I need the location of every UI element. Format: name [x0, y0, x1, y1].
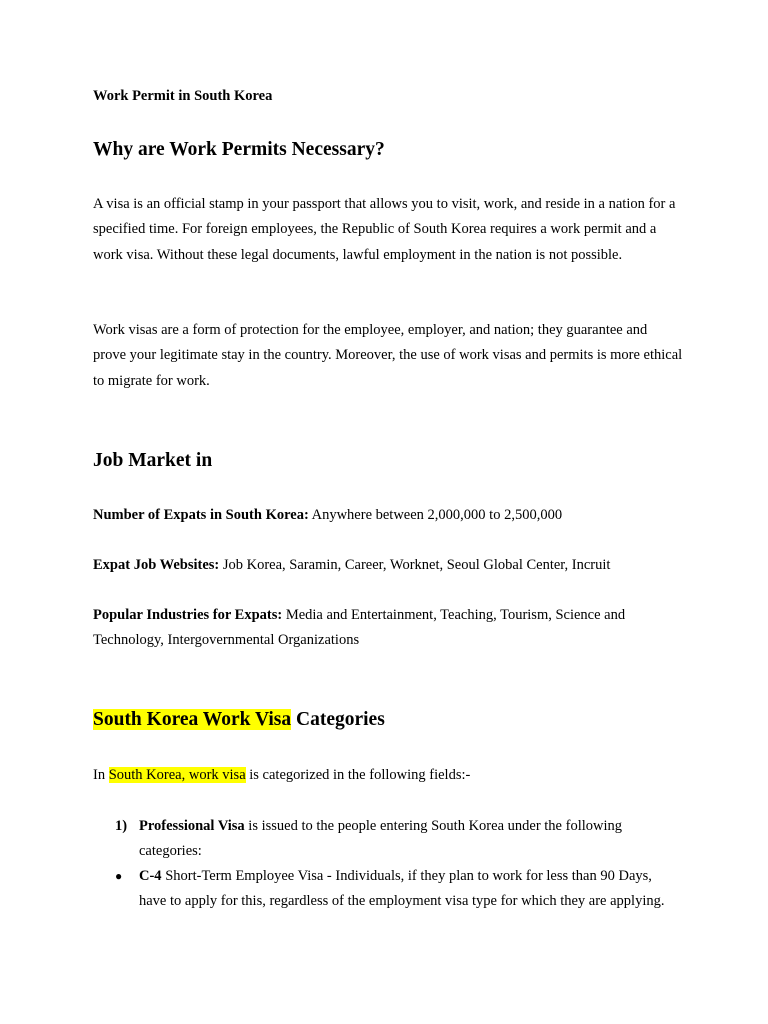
fact-popular-industries	[93, 603, 683, 654]
item-bold-label: C-4	[139, 868, 162, 884]
intro-highlight: South Korea, work visa	[108, 767, 246, 783]
heading-work-visa-categories	[93, 708, 385, 732]
item-text: is issued to the people entering South Korea under the following categories:	[139, 818, 622, 860]
heading-highlight: South Korea Work Visa	[93, 709, 292, 730]
list-number-marker: 1)	[115, 818, 128, 834]
paragraph-visa-definition: A visa is an official stamp in your passport that allows you to visit, work, and reside in a nation for a specified time. For foreign employees, the Republic of South Korea requires a work permit and a work visa. Without these legal documents, lawful employment in the nation is not possible.	[93, 196, 676, 263]
fact-number-of-expats	[93, 503, 683, 528]
bullet-item-c4	[139, 864, 679, 915]
fact-value: Job Korea, Saramin, Career, Worknet, Seoul Global Center, Incruit	[219, 557, 611, 573]
bullet-icon: ●	[115, 869, 123, 883]
paragraph-categories-intro	[93, 763, 683, 788]
fact-expat-job-websites	[93, 553, 683, 578]
fact-label: Popular Industries for Expats:	[93, 607, 283, 623]
numbered-item-professional-visa	[139, 814, 679, 865]
intro-suffix: is categorized in the following fields:-	[245, 767, 471, 783]
paragraph-work-visa-protection: Work visas are a form of protection for the employee, employer, and nation; they guarantee and prove your legitimate stay in the country. Moreover, the use of work visas and permits is more ethical to migrate for work.	[93, 322, 683, 389]
heading-rest: Categories	[291, 709, 385, 730]
fact-value: Anywhere between 2,000,000 to 2,500,000	[308, 507, 563, 523]
fact-label: Expat Job Websites:	[93, 557, 220, 573]
document-title: Work Permit in South Korea	[93, 88, 273, 104]
fact-label: Number of Expats in South Korea:	[93, 507, 309, 523]
intro-prefix: In	[93, 767, 109, 783]
fact-value: Media and Entertainment, Teaching, Tourism, Science and Technology, Intergovernmental Organizations	[93, 607, 626, 649]
item-bold-label: Professional Visa	[139, 818, 245, 834]
heading-why-work-permits: Why are Work Permits Necessary?	[93, 139, 385, 160]
heading-job-market: Job Market in	[93, 450, 213, 471]
item-text: Short-Term Employee Visa - Individuals, if they plan to work for less than 90 Days, have to apply for this, regardless of the employment visa type for which they are applying.	[139, 868, 665, 910]
